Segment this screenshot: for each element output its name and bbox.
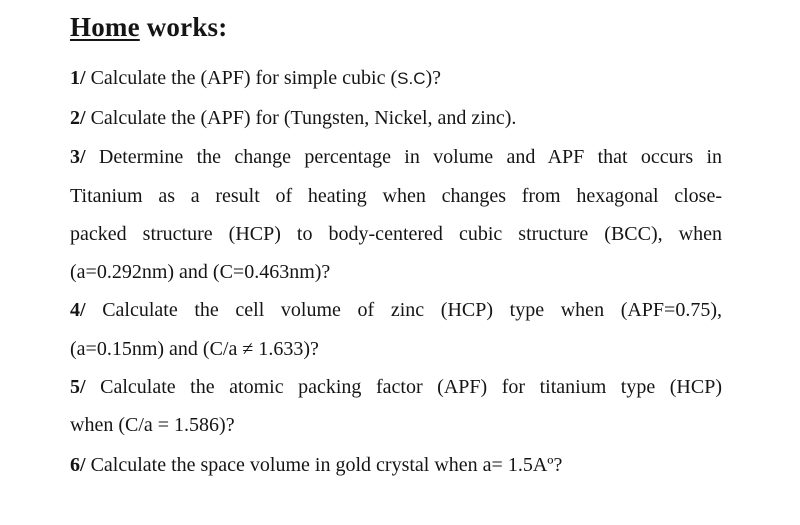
question-text: Calculate the cell volume of zinc (HCP) type when (APF=0.75),	[102, 299, 722, 321]
question-4-line-2	[70, 330, 319, 368]
question-text-end: )?	[425, 67, 442, 89]
question-number: 5/	[70, 376, 86, 398]
question-3-line-2	[70, 177, 722, 215]
page-title	[70, 12, 227, 43]
question-4-line-1	[70, 291, 722, 329]
question-text: Calculate the (APF) for simple cubic (	[90, 67, 398, 89]
question-number: 6/	[70, 454, 86, 476]
question-5-line-1	[70, 368, 722, 406]
question-number: 3/	[70, 146, 86, 168]
question-3-line-1	[70, 138, 722, 176]
question-text: Calculate the atomic packing factor (APF) for titanium type (HCP)	[100, 376, 722, 398]
question-text: Determine the change percentage in volume and APF that occurs in	[98, 146, 722, 168]
question-text: Calculate the space volume in gold crystal when a= 1.5Aº?	[90, 454, 563, 476]
question-number: 2/	[70, 107, 86, 129]
question-number: 1/	[70, 67, 86, 89]
question-2	[70, 99, 516, 137]
question-5-line-2	[70, 406, 235, 444]
question-text: (a=0.292nm) and (C=0.463nm)?	[70, 261, 331, 283]
question-text: Calculate the (APF) for (Tungsten, Nickel, and zinc).	[90, 107, 517, 129]
question-1	[70, 59, 441, 98]
question-text: when (C/a = 1.586)?	[70, 414, 235, 436]
question-3-line-4	[70, 253, 330, 291]
question-text: Titanium as a result of heating when changes from hexagonal close-	[70, 185, 722, 207]
question-text-abbrev: S.C	[397, 69, 426, 88]
question-text: packed structure (HCP) to body-centered cubic structure (BCC), when	[70, 223, 722, 245]
title-underlined-word: Home	[70, 12, 140, 42]
title-rest: works:	[139, 12, 228, 42]
question-number: 4/	[70, 299, 86, 321]
question-6	[70, 446, 562, 484]
question-text: (a=0.15nm) and (C/a ≠ 1.633)?	[70, 338, 319, 360]
question-3-line-3	[70, 215, 722, 253]
